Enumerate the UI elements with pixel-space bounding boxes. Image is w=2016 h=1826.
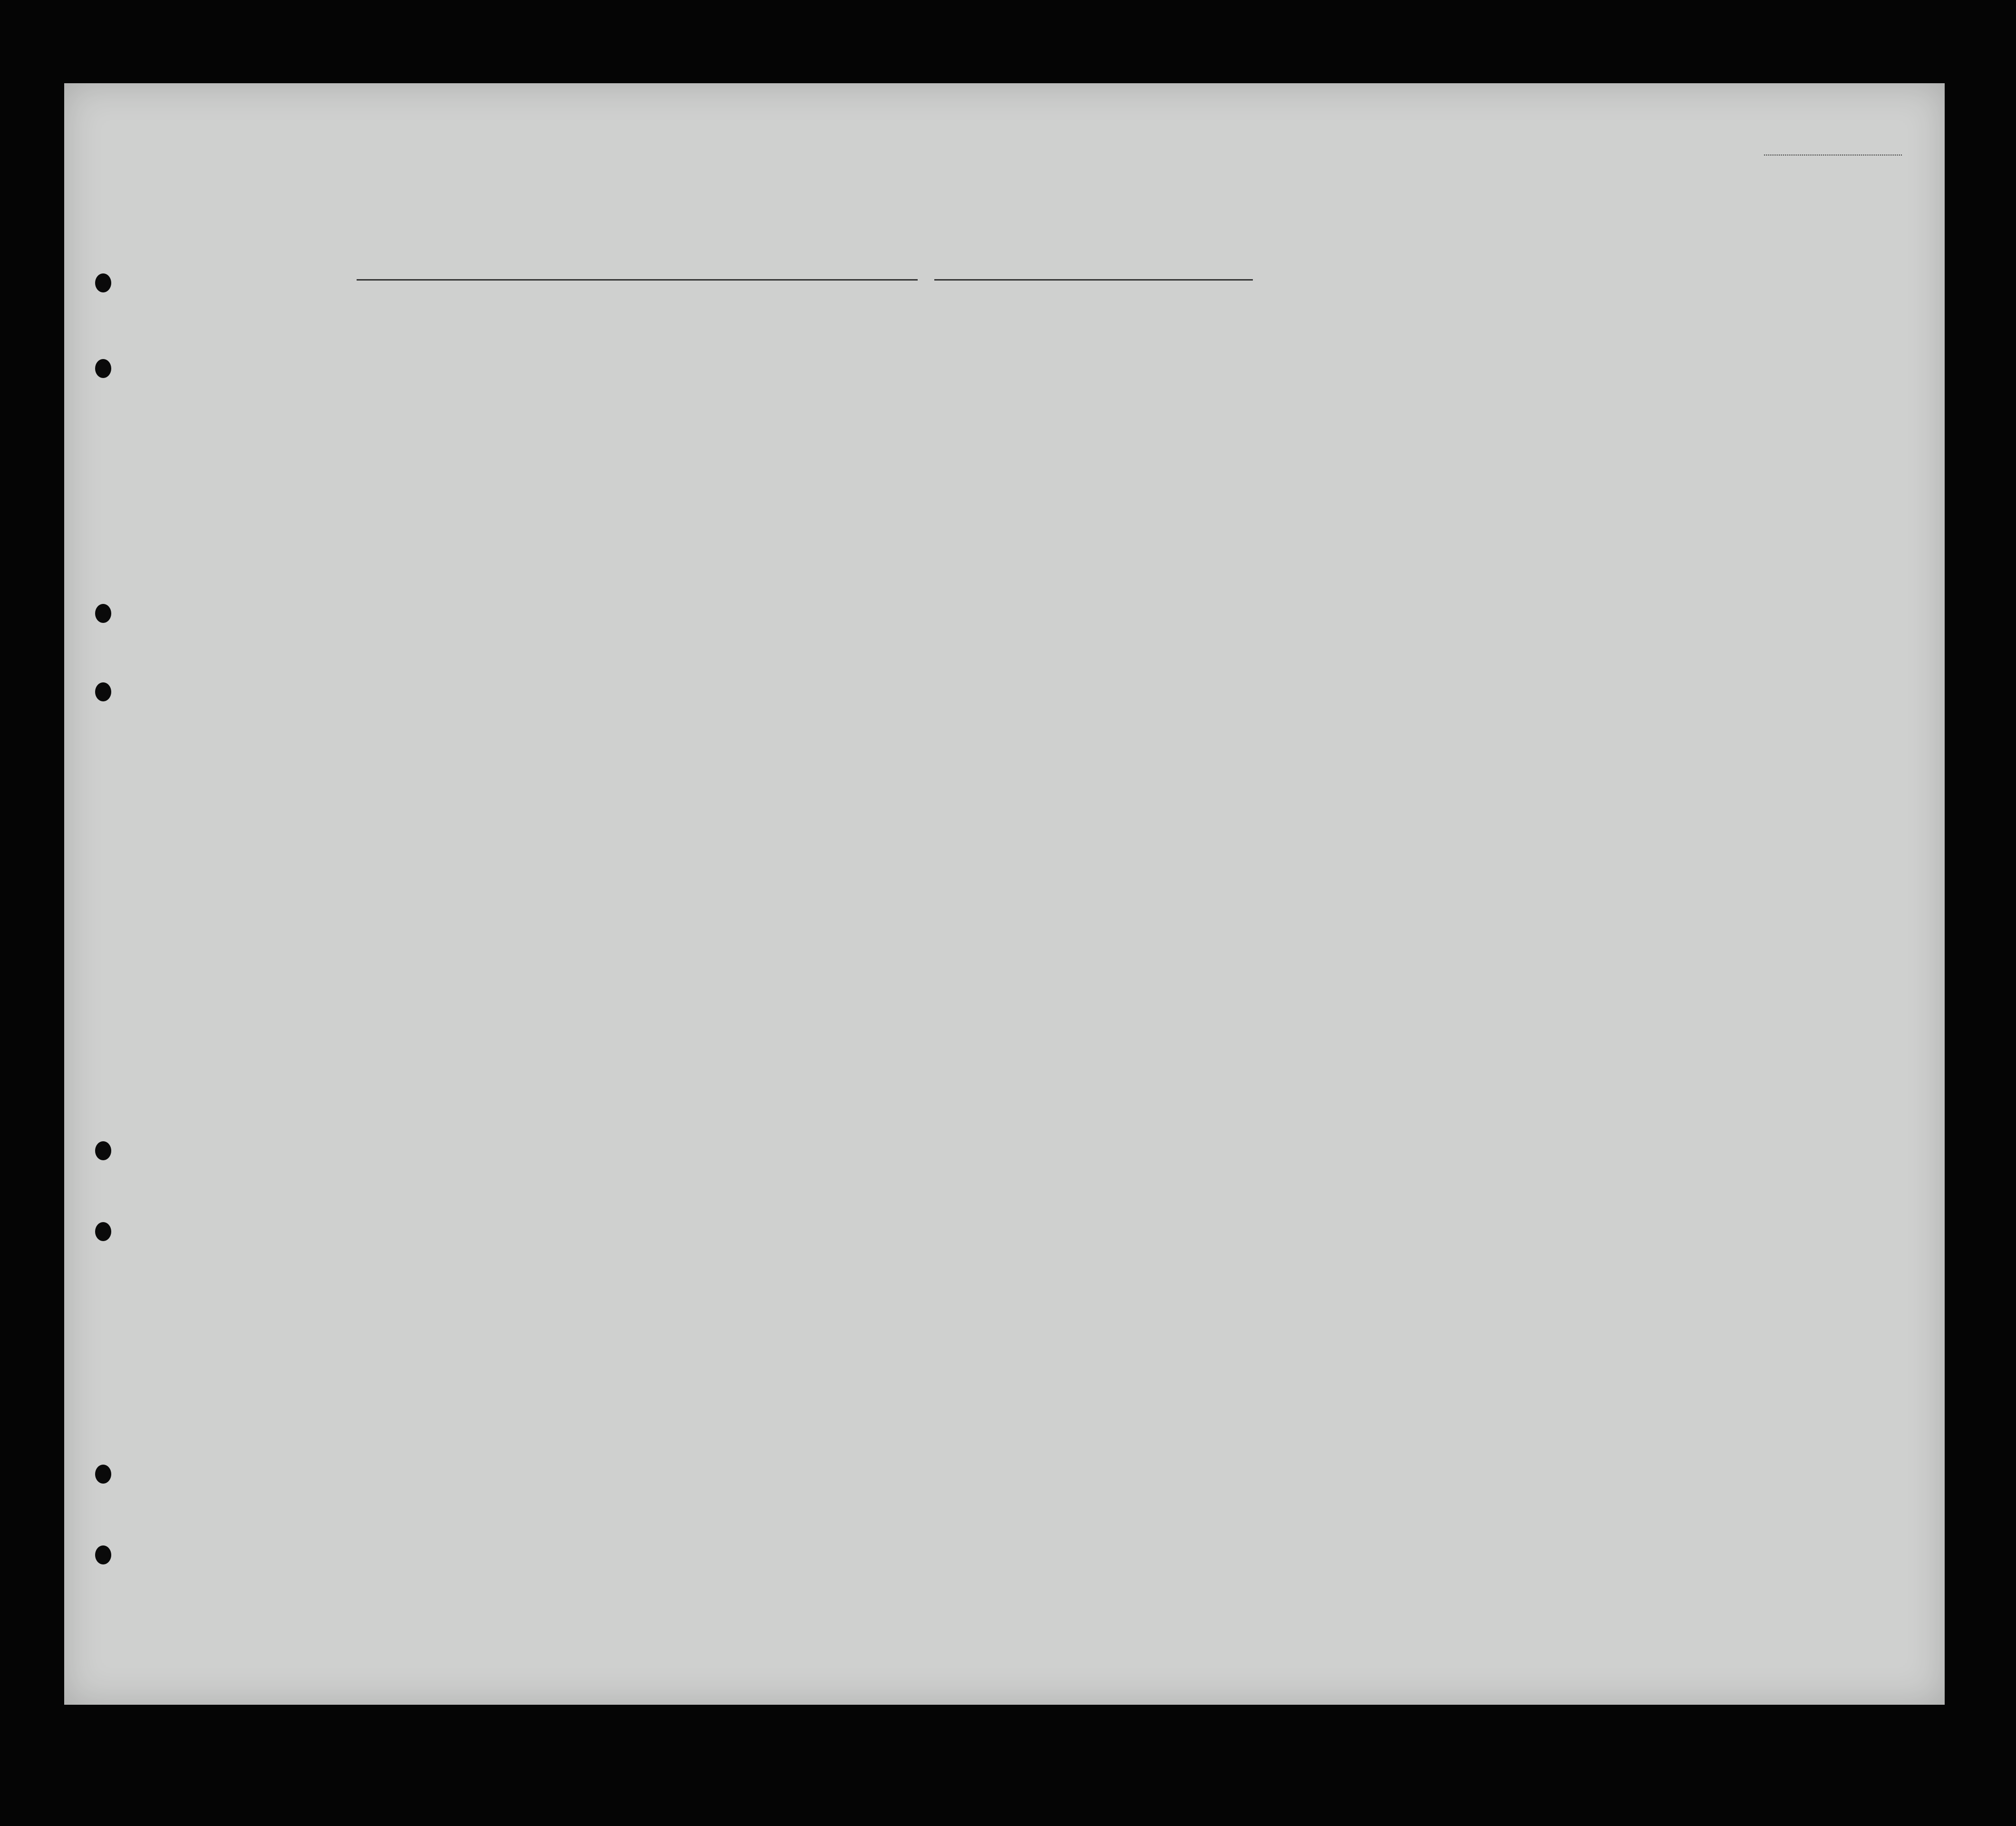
punch-hole: [95, 1141, 111, 1160]
punch-hole: [95, 1222, 111, 1241]
table-grid: [64, 83, 1945, 1705]
punch-hole: [95, 682, 111, 701]
punch-hole: [95, 604, 111, 623]
punch-hole: [95, 273, 111, 292]
punch-hole: [95, 1465, 111, 1484]
manifest-sheet: [64, 83, 1945, 1705]
punch-hole: [95, 1545, 111, 1564]
punch-hole: [95, 359, 111, 378]
